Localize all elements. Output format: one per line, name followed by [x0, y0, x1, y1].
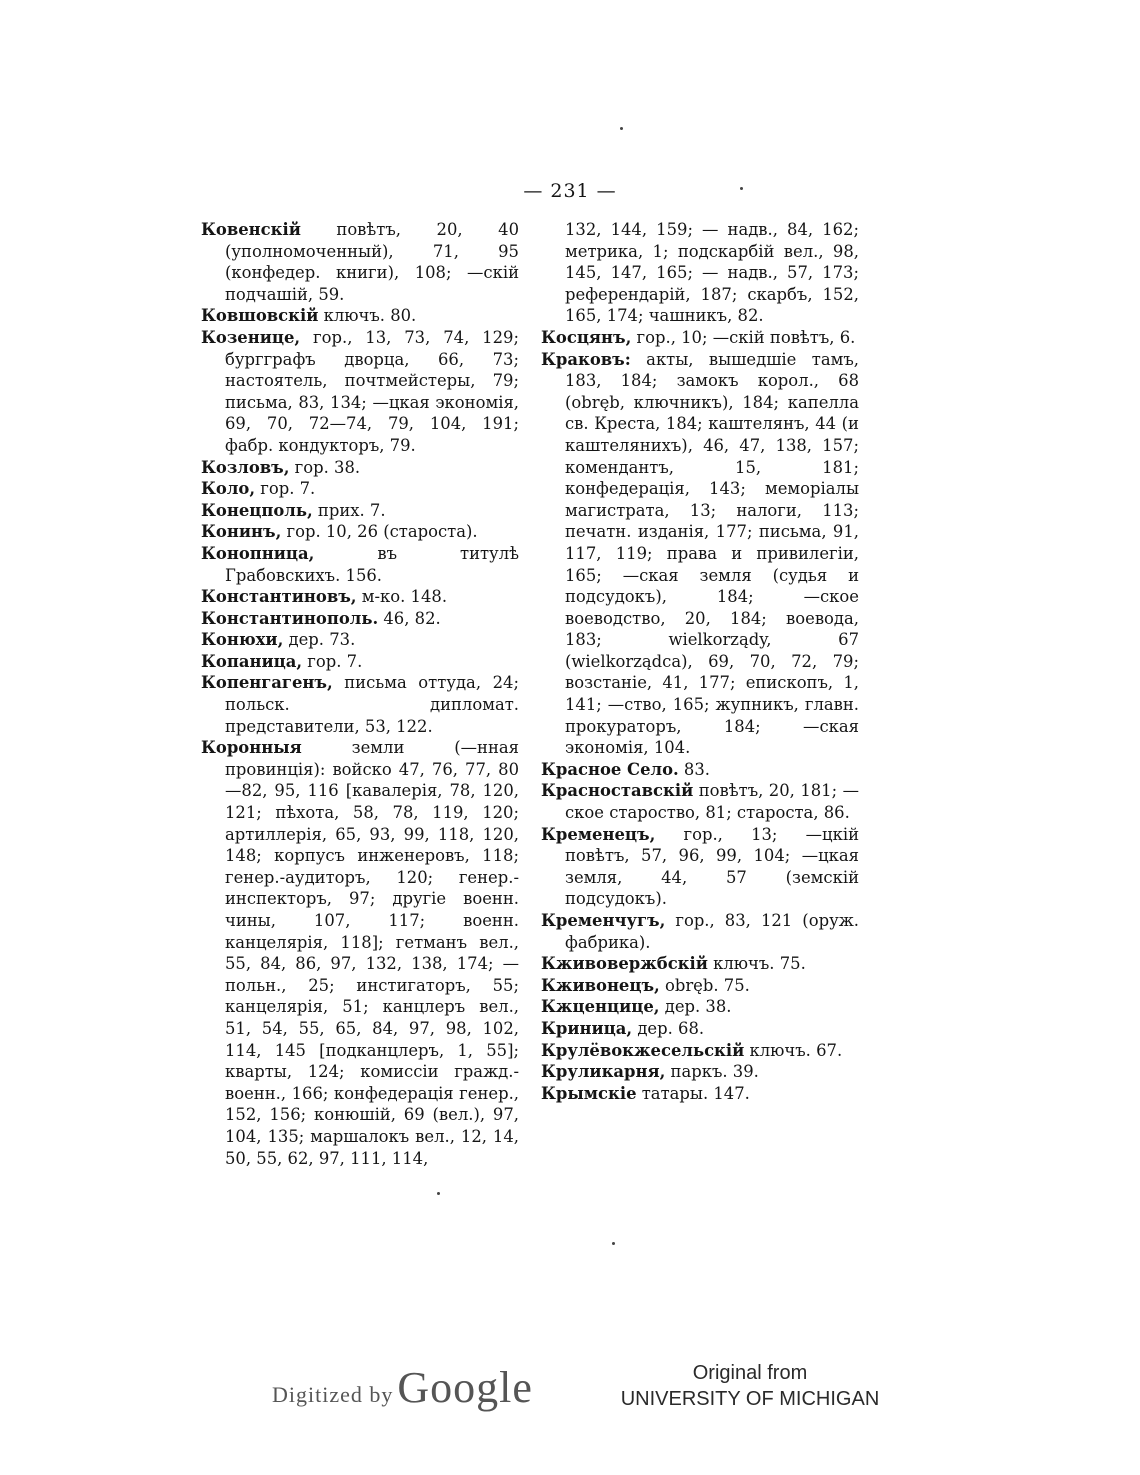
entry-text: татары. 147.: [636, 1083, 750, 1103]
entry-text: повѣтъ, 20, 40 (уполномоченный), 71, 95 (конфедер. книги), 108; —скій подчашій, 59.: [225, 220, 519, 304]
index-entry: [541, 1040, 859, 1062]
index-entry: [201, 608, 519, 630]
entry-headword: Крымскіе: [541, 1083, 637, 1103]
entry-headword: Коронныя: [201, 738, 302, 758]
entry-headword: Кжценцице,: [541, 997, 660, 1017]
entry-headword: Красное Село.: [541, 759, 679, 779]
index-entry: [541, 1061, 859, 1083]
entry-text: гор., 13, 73, 74, 129; бургграфъ дворца, 66, 73; настоятель, почтмейстеры, 79; письма, 83, 134; —цкая экономія, 69, 70, 72—74, 79, 104, 191; фабр. кондукторъ, 79.: [225, 327, 519, 455]
entry-text: гор., 10; —скій повѣтъ, 6.: [631, 327, 856, 347]
entry-text: письма оттуда, 24; польск. дипломат. представители, 53, 122.: [225, 673, 519, 736]
index-entry: [201, 219, 519, 305]
index-entry: [541, 327, 859, 349]
scan-speck: [740, 187, 743, 190]
entry-headword: Конопница,: [201, 543, 315, 563]
right-column: [541, 219, 859, 1104]
entry-text: гор. 7.: [255, 479, 316, 499]
entry-text: 83.: [678, 759, 710, 779]
entry-text: паркъ. 39.: [665, 1062, 759, 1082]
entry-text: прих. 7.: [312, 500, 386, 520]
entry-headword: Кременецъ,: [541, 824, 656, 844]
entry-headword: Козенице,: [201, 327, 301, 347]
entry-headword: Круликарня,: [541, 1062, 666, 1082]
index-entry: [201, 478, 519, 500]
index-entry: [541, 953, 859, 975]
entry-headword: Конинъ,: [201, 522, 282, 542]
index-entry: [201, 651, 519, 673]
entry-headword: Копаница,: [201, 651, 303, 671]
entry-text: дер. 68.: [632, 1018, 705, 1038]
entry-headword: Константиновъ,: [201, 587, 357, 607]
entry-headword: Копенгагенъ,: [201, 673, 333, 693]
digitized-by-google-watermark: [272, 1362, 533, 1413]
scan-speck: [620, 127, 623, 130]
index-entry: [541, 1083, 859, 1105]
index-entry: [201, 457, 519, 479]
entry-text: гор. 7.: [302, 651, 363, 671]
index-entry: [541, 780, 859, 823]
entry-headword: Кременчугъ,: [541, 911, 666, 930]
scan-speck: [437, 1192, 440, 1195]
left-column: [201, 219, 519, 1169]
entry-headword: Криница,: [541, 1018, 633, 1038]
google-logo: Google: [397, 1363, 533, 1412]
entry-text: ключъ. 75.: [707, 954, 806, 974]
entry-text: 46, 82.: [378, 608, 441, 628]
index-entry: [201, 629, 519, 651]
index-entry: [541, 1018, 859, 1040]
entry-headword: Конюхи,: [201, 630, 284, 650]
entry-headword: Ковшовскій: [201, 306, 319, 326]
digitized-by-text: Digitized by: [272, 1382, 394, 1407]
entry-headword: Крулёвокжесельскій: [541, 1040, 745, 1060]
university-text: UNIVERSITY OF MICHIGAN: [620, 1388, 880, 1410]
entry-text: м-ко. 148.: [356, 587, 448, 607]
entry-text: ключъ. 80.: [318, 306, 417, 326]
entry-continuation: 132, 144, 159; — надв., 84, 162; метрика, 1; подскарбій вел., 98, 145, 147, 165; — надв., 57, 173; референдарій, 187; скарбъ, 152, 165, 174; чашникъ, 82.: [565, 220, 859, 326]
index-entry: [541, 910, 859, 953]
index-entry: [541, 824, 859, 910]
entry-text: obręb. 75.: [659, 975, 750, 995]
index-entry: [201, 327, 519, 457]
entry-headword: Ковенскій: [201, 220, 301, 239]
entry-text: ключъ. 67.: [744, 1040, 843, 1060]
entry-headword: Кживонецъ,: [541, 975, 660, 995]
index-entry: [201, 586, 519, 608]
entry-text: земли (—нная провинція): войско 47, 76, 77, 80—82, 95, 116 [кавалерія, 78, 120, 121; пѣхота, 58, 78, 119, 120; артиллерія, 65, 93, 99, 118, 120, 148; корпусъ инженеровъ, 118; генер.-аудиторъ, 120; генер.-инспекторъ, 97; другіе военн. чины, 107, 117; военн. канцелярія, 118]; гетманъ вел., 55, 84, 86, 97, 132, 138, 174; — польн., 25; инстигаторъ, 55; канцелярія, 51; канцлеръ вел., 51, 54, 55, 65, 84, 97, 98, 102, 114, 145 [подканцлеръ, 1, 55]; кварты, 124; комиссіи гражд.-военн., 166; конфедерація генер., 152, 156; конюшій, 69 (вел.), 97, 104, 135; маршалокъ вел., 12, 14, 50, 55, 62, 97, 111, 114,: [225, 738, 519, 1168]
entry-headword: Конецполь,: [201, 500, 313, 520]
entry-headword: Козловъ,: [201, 457, 290, 477]
entry-text: гор. 10, 26 (староста).: [281, 522, 478, 542]
entry-text: гор., 83, 121 (оруж. фабрика).: [565, 911, 859, 952]
entry-text: гор. 38.: [289, 457, 361, 477]
entry-text: акты, вышедшіе тамъ, 183, 184; замокъ корол., 68 (obręb, ключникъ), 184; капелла св. Креста, 184; каштелянъ, 44 (и каштелянихъ), 46, 47, 138, 157; комендантъ, 15, 181; конфедерація, 143; меморіалы магистрата, 13; налоги, 113; печатн. изданія, 177; письма, 91, 117, 119; права и привилегіи, 165; —ская земля (судья и подсудокъ), 184; —ское воеводство, 20, 184; воевода, 183; wielkorządy, 67 (wielkorządca), 69, 70, 72, 79; возстаніе, 41, 177; епископъ, 1, 141; —ство, 165; жупникъ, главн. прокураторъ, 184; —ская экономія, 104.: [565, 349, 859, 758]
index-entry: [541, 349, 859, 759]
index-entry: [201, 500, 519, 522]
index-entry: [541, 975, 859, 997]
entry-headword: Константинополь.: [201, 608, 379, 628]
entry-headword: Косцянъ,: [541, 327, 632, 347]
index-entry: [201, 737, 519, 1169]
original-from-text: Original from: [692, 1362, 808, 1384]
entry-text: повѣтъ, 20, 181; —ское староство, 81; староста, 86.: [565, 781, 859, 823]
entry-text: дер. 38.: [659, 997, 732, 1017]
index-entry: [201, 543, 519, 586]
entry-headword: Коло,: [201, 479, 256, 499]
entry-headword: Кживовержбскій: [541, 954, 708, 974]
entry-headword: Краковъ:: [541, 349, 631, 369]
entry-text: гор., 13; —цкій повѣтъ, 57, 96, 99, 104; —цкая земля, 44, 57 (земскій подсудокъ).: [565, 824, 859, 909]
index-entry: [201, 672, 519, 737]
index-entry: [201, 305, 519, 327]
page-number: — 231 —: [523, 180, 617, 202]
entry-headword: Красноставскій: [541, 781, 694, 801]
source-attribution: [620, 1360, 880, 1412]
index-entry: [541, 759, 859, 781]
entry-text: дер. 73.: [283, 630, 356, 650]
index-entry: [541, 996, 859, 1018]
scan-speck: [612, 1242, 615, 1245]
index-entry: [201, 521, 519, 543]
entry-text: въ титулѣ Грабовскихъ. 156.: [225, 543, 519, 585]
